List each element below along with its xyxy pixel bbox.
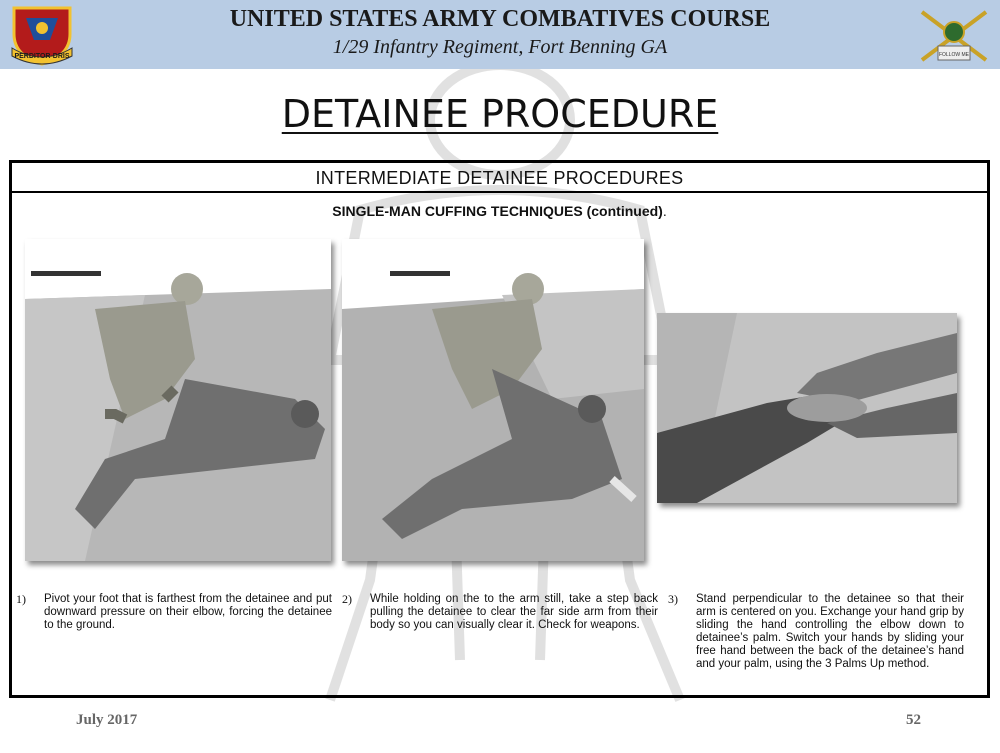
- step2-photo: [342, 239, 644, 561]
- step1-photo: [25, 239, 331, 561]
- step-number: 1): [16, 592, 26, 606]
- footer-date: July 2017: [76, 712, 138, 728]
- svg-text:PERDITOR-DRIS: PERDITOR-DRIS: [14, 53, 70, 60]
- course-subtitle: 1/29 Infantry Regiment, Fort Benning GA: [332, 36, 668, 58]
- page-title: DETAINEE PROCEDURE: [281, 92, 719, 136]
- svg-text:FOLLOW ME: FOLLOW ME: [938, 52, 970, 58]
- course-title: UNITED STATES ARMY COMBATIVES COURSE: [229, 6, 771, 32]
- soldier-detainee-photo-icon: [25, 239, 331, 561]
- step-number: 3): [668, 592, 678, 606]
- step3-photo: [657, 313, 957, 503]
- hand-grip-photo-icon: [657, 313, 957, 503]
- section-subheading: SINGLE-MAN CUFFING TECHNIQUES (continued).: [332, 203, 667, 219]
- step-text: While holding on the to the arm still, take a step back pulling the detainee to clear the far side arm from their body so you can visually clear it. Check for weapons.: [370, 593, 658, 631]
- soldier-detainee-photo-icon: [342, 239, 644, 561]
- step-text: Pivot your foot that is farthest from the detainee and put downward pressure on their elbow, forcing the detainee to the ground.: [44, 593, 332, 631]
- page-number: 52: [906, 712, 921, 728]
- infantry-insignia-icon: [916, 6, 992, 66]
- step-text: Stand perpendicular to the detainee so that their arm is centered on you. Exchange your hand grip by sliding the hand controlling the elbow down to detainee’s palm. Switch your hands by sliding your free hand between the back of the detainee’s hand and your palm, using the 3 Palms Up method.: [696, 593, 964, 670]
- panel-header: INTERMEDIATE DETAINEE PROCEDURES: [12, 163, 987, 193]
- procedure-panel: [9, 160, 990, 698]
- step-number: 2): [342, 592, 352, 606]
- header-banner: [0, 0, 1000, 69]
